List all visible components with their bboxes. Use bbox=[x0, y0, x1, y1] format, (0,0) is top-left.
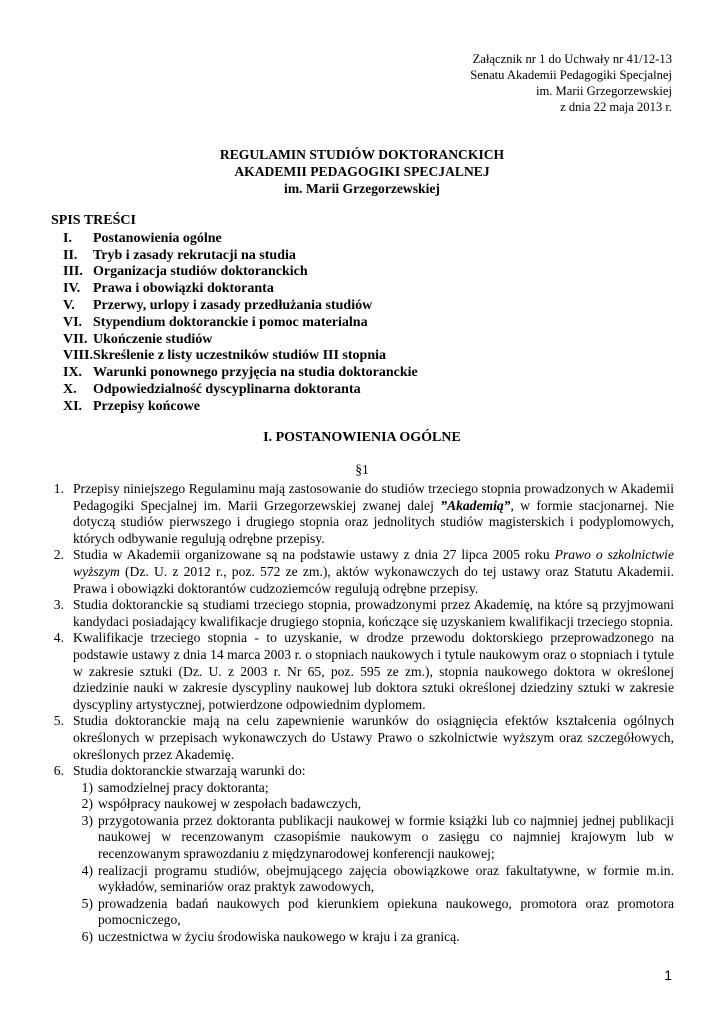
item-text: Kwalifikacje trzeciego stopnia - to uzyskanie, w drodze przewodu doktorskiego przeprowadzonego na podstawie ustawy z dnia 14 marca 2003 r. o stopniach naukowych i tytule naukowym oraz o stopniach i tytule w zakresie sztuki (Dz. U. z 2003 r. Nr 65, poz. 595 ze zm.), stopnia naukowego doktora w określonej dziedzinie nauki w zakresie dyscypliny naukowej lub doktora sztuki określonej dziedziny sztuki w zakresie dyscypliny artystycznej, potwierdzone odpowiednim dyplomem. bbox=[73, 630, 674, 712]
item-emphasis: ”Akademią” bbox=[440, 497, 511, 513]
toc-item bbox=[51, 264, 418, 281]
toc-item bbox=[51, 382, 418, 399]
item-emphasis: Prawo o szkolnictwie wyższym bbox=[73, 547, 674, 579]
toc-label: Ukończenie studiów bbox=[93, 331, 213, 347]
toc-item bbox=[51, 231, 418, 248]
toc-item bbox=[51, 332, 418, 349]
toc-label: Warunki ponownego przyjęcia na studia doktoranckie bbox=[93, 365, 418, 381]
list-item bbox=[28, 630, 674, 713]
item-text: Studia doktoranckie są studiami trzeciego stopnia, prowadzonymi przez Akademię, na które są przyjmowani kandydaci posiadający kwalifikacje drugiego stopnia, kończące się uzyskaniem kwalifikacji trzeciego stopnia. bbox=[73, 597, 674, 629]
toc-item bbox=[51, 348, 418, 365]
list-item bbox=[28, 713, 674, 763]
list-item bbox=[28, 597, 674, 630]
attachment-line: Załącznik nr 1 do Uchwały nr 41/12-13 bbox=[472, 52, 672, 66]
sub-item-text: współpracy naukowej w zespołach badawczych, bbox=[98, 796, 362, 812]
toc-label: Stypendium doktoranckie i pomoc materialna bbox=[93, 314, 368, 330]
title-line: REGULAMIN STUDIÓW DOKTORANCKICH bbox=[219, 147, 505, 162]
document-title bbox=[0, 146, 724, 197]
sub-item bbox=[28, 813, 674, 863]
toc-number: VII. bbox=[63, 331, 88, 347]
toc-number: XI. bbox=[63, 398, 83, 414]
toc-number: III. bbox=[63, 264, 83, 280]
toc-number: I. bbox=[63, 230, 72, 246]
title-line: im. Marii Grzegorzewskiej bbox=[284, 181, 440, 196]
attachment-line: Senatu Akademii Pedagogiki Specjalnej bbox=[470, 68, 672, 82]
toc-number: II. bbox=[63, 247, 78, 263]
toc-number: VIII. bbox=[63, 348, 93, 364]
list-item bbox=[28, 547, 674, 597]
sub-item-number: 4) bbox=[81, 862, 93, 878]
item-number: 1. bbox=[53, 481, 64, 496]
sub-item-text: prowadzenia badań naukowych pod kierunkiem opiekuna naukowego, promotora oraz promotora pomocniczego, bbox=[98, 895, 674, 928]
page-number: 1 bbox=[664, 967, 672, 983]
sub-item-number: 5) bbox=[81, 895, 93, 911]
sub-item-number: 2) bbox=[81, 796, 93, 812]
item-text: , w formie stacjonarnej. Nie dotyczą studiów pierwszego i drugiego stopnia oraz jednolitych studiów magisterskich i podyplomowych, których odbywanie regulują odrębne przepisy. bbox=[73, 497, 674, 546]
item-text: (Dz. U. z 2012 r., poz. 572 ze zm.), aktów wykonawczych do tej ustawy oraz Statutu Akademii. Prawa i obowiązki doktorantów cudzoziemców regulują odrębne przepisy. bbox=[73, 563, 674, 596]
sub-item bbox=[28, 796, 674, 813]
toc-item bbox=[51, 298, 418, 315]
sub-item bbox=[28, 863, 674, 896]
sub-item bbox=[28, 896, 674, 929]
toc-item bbox=[51, 315, 418, 332]
sub-item-text: uczestnictwa w życiu środowiska naukowego w kraju i za granicą. bbox=[98, 929, 460, 945]
toc-number: VI. bbox=[63, 314, 83, 330]
item-number: 3. bbox=[53, 597, 64, 613]
item-number: 4. bbox=[53, 630, 64, 646]
sub-item-number: 6) bbox=[81, 929, 93, 945]
toc-label: Prawa i obowiązki doktoranta bbox=[93, 281, 274, 297]
title-line: AKADEMII PEDAGOGIKI SPECJALNEJ bbox=[234, 164, 490, 179]
attachment-line: z dnia 22 maja 2013 r. bbox=[560, 100, 672, 114]
toc-number: IV. bbox=[63, 281, 81, 297]
list-item bbox=[28, 763, 674, 780]
toc-item bbox=[51, 365, 418, 382]
sub-item-text: realizacji programu studiów, obejmującego zajęcia obowiązkowe oraz fakultatywne, w formie m.in. wykładów, seminariów oraz praktyk zawodowych, bbox=[98, 862, 674, 895]
toc-heading: SPIS TREŚCI bbox=[51, 213, 136, 228]
item-text: Przepisy niniejszego Regulaminu mają zastosowanie do studiów trzeciego stopnia prowadzonych w Akademii Pedagogiki Specjalnej im. Marii Grzegorzewskiej zwanej dalej bbox=[73, 481, 674, 513]
toc-item bbox=[51, 281, 418, 298]
toc-label: Postanowienia ogólne bbox=[93, 230, 222, 246]
sub-item-text: samodzielnej pracy doktoranta; bbox=[98, 779, 269, 795]
toc-number: IX. bbox=[63, 365, 83, 381]
sub-item bbox=[28, 929, 674, 946]
toc-item bbox=[51, 399, 418, 416]
toc-label: Skreślenie z listy uczestników studiów III stopnia bbox=[93, 348, 387, 364]
toc-label: Tryb i zasady rekrutacji na studia bbox=[93, 247, 296, 263]
toc-item bbox=[51, 248, 418, 265]
attachment-line: im. Marii Grzegorzewskiej bbox=[535, 84, 672, 98]
attachment-note bbox=[470, 51, 672, 115]
toc-number: X. bbox=[63, 381, 77, 397]
list-item bbox=[28, 481, 674, 547]
sub-item-text: przygotowania przez doktoranta publikacji naukowej w formie książki lub co najmniej jednej publikacji naukowej w recenzowanym czasopiśmie naukowym o zasięgu co najmniej krajowym lub w recenzowanym sprawozdaniu z międzynarodowej konferencji naukowej; bbox=[98, 812, 674, 862]
toc-label: Organizacja studiów doktoranckich bbox=[93, 264, 308, 280]
sub-item-number: 1) bbox=[81, 779, 93, 795]
item-text: Studia doktoranckie stwarzają warunki do: bbox=[73, 763, 306, 779]
toc-label: Odpowiedzialność dyscyplinarna doktoranta bbox=[93, 381, 361, 397]
section-title: I. POSTANOWIENIA OGÓLNE bbox=[263, 430, 461, 445]
item-number: 6. bbox=[53, 763, 64, 779]
item-text: Studia w Akademii organizowane są na podstawie ustawy z dnia 27 lipca 2005 roku bbox=[73, 547, 555, 563]
toc-label: Przepisy końcowe bbox=[93, 398, 200, 414]
sub-item bbox=[28, 780, 674, 797]
table-of-contents bbox=[51, 213, 418, 416]
item-number: 5. bbox=[53, 713, 64, 729]
item-number: 2. bbox=[53, 547, 64, 563]
toc-number: V. bbox=[63, 297, 75, 313]
paragraph-sign: §1 bbox=[355, 462, 369, 477]
sub-item-number: 3) bbox=[81, 812, 93, 828]
section-body bbox=[28, 481, 674, 946]
toc-label: Przerwy, urlopy i zasady przedłużania studiów bbox=[93, 297, 373, 313]
item-text: Studia doktoranckie mają na celu zapewnienie warunków do osiągnięcia efektów kształcenia ogólnych określonych w przepisach wykonawczych do Ustawy Prawo o szkolnictwie wyższym oraz szczegółowych, określonych przez Akademię. bbox=[73, 713, 674, 762]
